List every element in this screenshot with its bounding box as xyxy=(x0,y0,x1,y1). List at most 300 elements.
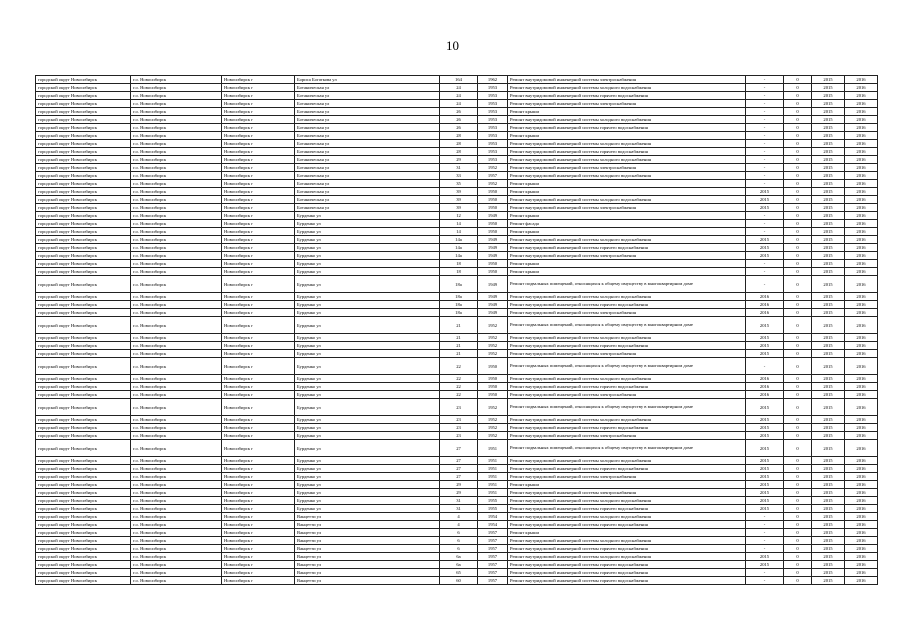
table-row xyxy=(36,399,878,416)
period-end-cell: 2016 xyxy=(845,76,878,84)
work-type-cell: Ремонт внутридомовой инженерной системы холодного водоснабжения xyxy=(508,172,746,180)
period-start-cell: 2015 xyxy=(812,537,845,545)
house-number-cell: 6а xyxy=(440,553,478,561)
plan-year-cell: - xyxy=(746,132,784,140)
plan-year-cell: 2015 xyxy=(746,244,784,252)
locality-cell: Новосибирск г xyxy=(222,140,295,148)
period-start-cell: 2015 xyxy=(812,342,845,350)
locality-cell: Новосибирск г xyxy=(222,148,295,156)
period-start-cell: 2015 xyxy=(812,424,845,432)
settlement-cell: г.о. Новосибирск xyxy=(131,440,222,457)
street-cell: Бурденко ул xyxy=(295,383,440,391)
work-type-cell: Ремонт крыши xyxy=(508,132,746,140)
work-type-cell: Ремонт внутридомовой инженерной системы горячего водоснабжения xyxy=(508,561,746,569)
plan-year-cell: - xyxy=(746,276,784,293)
code-cell: 0 xyxy=(784,440,812,457)
plan-year-cell: 2015 xyxy=(746,350,784,358)
build-year-cell: 1952 xyxy=(478,424,508,432)
work-type-cell: Ремонт внутридомовой инженерной системы электроснабжения xyxy=(508,100,746,108)
house-number-cell: 6 xyxy=(440,537,478,545)
table-row xyxy=(36,140,878,148)
build-year-cell: 1953 xyxy=(478,92,508,100)
period-start-cell: 2015 xyxy=(812,140,845,148)
plan-year-cell: 2015 xyxy=(746,489,784,497)
house-number-cell: 60 xyxy=(440,577,478,585)
work-type-cell: Ремонт внутридомовой инженерной системы электроснабжения xyxy=(508,252,746,260)
period-end-cell: 2016 xyxy=(845,489,878,497)
period-start-cell: 2015 xyxy=(812,309,845,317)
table-row xyxy=(36,342,878,350)
plan-year-cell: - xyxy=(746,180,784,188)
house-number-cell: 23 xyxy=(440,432,478,440)
locality-cell: Новосибирск г xyxy=(222,553,295,561)
settlement-cell: г.о. Новосибирск xyxy=(131,188,222,196)
plan-year-cell: - xyxy=(746,358,784,375)
house-number-cell: 27 xyxy=(440,473,478,481)
table-row xyxy=(36,116,878,124)
plan-year-cell: 2015 xyxy=(746,204,784,212)
settlement-cell: г.о. Новосибирск xyxy=(131,84,222,92)
code-cell: 0 xyxy=(784,309,812,317)
street-cell: Ботаническая ул xyxy=(295,140,440,148)
work-type-cell: Ремонт подвальных помещений, относящихся к общему имуществу в многоквартирном доме xyxy=(508,399,746,416)
table-row xyxy=(36,108,878,116)
code-cell: 0 xyxy=(784,489,812,497)
build-year-cell: 1950 xyxy=(478,228,508,236)
code-cell: 0 xyxy=(784,399,812,416)
street-cell: Бурденко ул xyxy=(295,301,440,309)
table-row xyxy=(36,301,878,309)
plan-year-cell: 2015 xyxy=(746,505,784,513)
build-year-cell: 1952 xyxy=(478,317,508,334)
period-start-cell: 2015 xyxy=(812,180,845,188)
work-type-cell: Ремонт внутридомовой инженерной системы электроснабжения xyxy=(508,432,746,440)
settlement-cell: г.о. Новосибирск xyxy=(131,416,222,424)
plan-year-cell: 2015 xyxy=(746,416,784,424)
code-cell: 0 xyxy=(784,228,812,236)
settlement-cell: г.о. Новосибирск xyxy=(131,244,222,252)
table-row xyxy=(36,276,878,293)
code-cell: 0 xyxy=(784,561,812,569)
house-number-cell: 24 xyxy=(440,100,478,108)
plan-year-cell: - xyxy=(746,108,784,116)
plan-year-cell: 2015 xyxy=(746,424,784,432)
build-year-cell: 1950 xyxy=(478,268,508,276)
work-type-cell: Ремонт внутридомовой инженерной системы горячего водоснабжения xyxy=(508,124,746,132)
district-cell: городской округ Новосибирск xyxy=(36,276,131,293)
locality-cell: Новосибирск г xyxy=(222,537,295,545)
locality-cell: Новосибирск г xyxy=(222,334,295,342)
table-row xyxy=(36,537,878,545)
house-number-cell: 14а xyxy=(440,252,478,260)
settlement-cell: г.о. Новосибирск xyxy=(131,497,222,505)
house-number-cell: 65 xyxy=(440,569,478,577)
settlement-cell: г.о. Новосибирск xyxy=(131,424,222,432)
district-cell: городской округ Новосибирск xyxy=(36,513,131,521)
street-cell: Бурденко ул xyxy=(295,416,440,424)
period-start-cell: 2015 xyxy=(812,156,845,164)
plan-year-cell: - xyxy=(746,537,784,545)
locality-cell: Новосибирск г xyxy=(222,268,295,276)
locality-cell: Новосибирск г xyxy=(222,180,295,188)
period-end-cell: 2016 xyxy=(845,140,878,148)
work-type-cell: Ремонт крыши xyxy=(508,188,746,196)
build-year-cell: 1953 xyxy=(478,84,508,92)
table-row xyxy=(36,334,878,342)
work-type-cell: Ремонт внутридомовой инженерной системы горячего водоснабжения xyxy=(508,244,746,252)
locality-cell: Новосибирск г xyxy=(222,513,295,521)
district-cell: городской округ Новосибирск xyxy=(36,481,131,489)
plan-year-cell: - xyxy=(746,577,784,585)
work-type-cell: Ремонт внутридомовой инженерной системы горячего водоснабжения xyxy=(508,383,746,391)
locality-cell: Новосибирск г xyxy=(222,569,295,577)
build-year-cell: 1957 xyxy=(478,577,508,585)
plan-year-cell: 2015 xyxy=(746,465,784,473)
code-cell: 0 xyxy=(784,317,812,334)
settlement-cell: г.о. Новосибирск xyxy=(131,505,222,513)
code-cell: 0 xyxy=(784,416,812,424)
plan-year-cell: 2016 xyxy=(746,301,784,309)
plan-year-cell: - xyxy=(746,100,784,108)
period-start-cell: 2015 xyxy=(812,497,845,505)
locality-cell: Новосибирск г xyxy=(222,212,295,220)
plan-year-cell: 2015 xyxy=(746,553,784,561)
district-cell: городской округ Новосибирск xyxy=(36,196,131,204)
settlement-cell: г.о. Новосибирск xyxy=(131,473,222,481)
table-row xyxy=(36,391,878,399)
settlement-cell: г.о. Новосибирск xyxy=(131,268,222,276)
code-cell: 0 xyxy=(784,252,812,260)
work-type-cell: Ремонт внутридомовой инженерной системы холодного водоснабжения xyxy=(508,140,746,148)
table-row xyxy=(36,188,878,196)
work-type-cell: Ремонт подвальных помещений, относящихся к общему имуществу в многоквартирном доме xyxy=(508,317,746,334)
street-cell: Бурденко ул xyxy=(295,342,440,350)
work-type-cell: Ремонт внутридомовой инженерной системы электроснабжения xyxy=(508,164,746,172)
period-end-cell: 2016 xyxy=(845,204,878,212)
house-number-cell: 18а xyxy=(440,301,478,309)
period-end-cell: 2016 xyxy=(845,391,878,399)
period-end-cell: 2016 xyxy=(845,465,878,473)
period-end-cell: 2016 xyxy=(845,521,878,529)
table-row xyxy=(36,424,878,432)
work-type-cell: Ремонт внутридомовой инженерной системы холодного водоснабжения xyxy=(508,457,746,465)
locality-cell: Новосибирск г xyxy=(222,204,295,212)
build-year-cell: 1949 xyxy=(478,252,508,260)
settlement-cell: г.о. Новосибирск xyxy=(131,228,222,236)
table-row xyxy=(36,577,878,585)
period-end-cell: 2016 xyxy=(845,293,878,301)
plan-year-cell: 2015 xyxy=(746,196,784,204)
period-end-cell: 2016 xyxy=(845,132,878,140)
build-year-cell: 1957 xyxy=(478,561,508,569)
period-start-cell: 2015 xyxy=(812,391,845,399)
table-row xyxy=(36,481,878,489)
district-cell: городской округ Новосибирск xyxy=(36,358,131,375)
plan-year-cell: 2015 xyxy=(746,457,784,465)
table-row xyxy=(36,521,878,529)
district-cell: городской округ Новосибирск xyxy=(36,132,131,140)
plan-year-cell: - xyxy=(746,569,784,577)
settlement-cell: г.о. Новосибирск xyxy=(131,529,222,537)
repair-schedule-table xyxy=(35,75,878,585)
table-row xyxy=(36,569,878,577)
table-row xyxy=(36,220,878,228)
plan-year-cell: 2016 xyxy=(746,309,784,317)
build-year-cell: 1952 xyxy=(478,416,508,424)
house-number-cell: 26 xyxy=(440,116,478,124)
locality-cell: Новосибирск г xyxy=(222,188,295,196)
period-start-cell: 2015 xyxy=(812,204,845,212)
street-cell: Бурденко ул xyxy=(295,432,440,440)
period-end-cell: 2016 xyxy=(845,156,878,164)
house-number-cell: 22 xyxy=(440,375,478,383)
code-cell: 0 xyxy=(784,293,812,301)
period-end-cell: 2016 xyxy=(845,358,878,375)
work-type-cell: Ремонт внутридомовой инженерной системы горячего водоснабжения xyxy=(508,505,746,513)
table-row xyxy=(36,132,878,140)
period-end-cell: 2016 xyxy=(845,342,878,350)
district-cell: городской округ Новосибирск xyxy=(36,342,131,350)
district-cell: городской округ Новосибирск xyxy=(36,148,131,156)
locality-cell: Новосибирск г xyxy=(222,342,295,350)
house-number-cell: 26 xyxy=(440,108,478,116)
code-cell: 0 xyxy=(784,529,812,537)
district-cell: городской округ Новосибирск xyxy=(36,301,131,309)
district-cell: городской округ Новосибирск xyxy=(36,569,131,577)
district-cell: городской округ Новосибирск xyxy=(36,497,131,505)
build-year-cell: 1951 xyxy=(478,473,508,481)
period-end-cell: 2016 xyxy=(845,317,878,334)
period-start-cell: 2015 xyxy=(812,457,845,465)
settlement-cell: г.о. Новосибирск xyxy=(131,220,222,228)
settlement-cell: г.о. Новосибирск xyxy=(131,481,222,489)
settlement-cell: г.о. Новосибирск xyxy=(131,116,222,124)
settlement-cell: г.о. Новосибирск xyxy=(131,276,222,293)
locality-cell: Новосибирск г xyxy=(222,172,295,180)
build-year-cell: 1951 xyxy=(478,489,508,497)
work-type-cell: Ремонт внутридомовой инженерной системы горячего водоснабжения xyxy=(508,92,746,100)
table-row xyxy=(36,92,878,100)
code-cell: 0 xyxy=(784,180,812,188)
code-cell: 0 xyxy=(784,196,812,204)
settlement-cell: г.о. Новосибирск xyxy=(131,537,222,545)
locality-cell: Новосибирск г xyxy=(222,92,295,100)
settlement-cell: г.о. Новосибирск xyxy=(131,569,222,577)
plan-year-cell: - xyxy=(746,529,784,537)
street-cell: Бурденко ул xyxy=(295,497,440,505)
locality-cell: Новосибирск г xyxy=(222,424,295,432)
work-type-cell: Ремонт внутридомовой инженерной системы горячего водоснабжения xyxy=(508,424,746,432)
period-start-cell: 2015 xyxy=(812,350,845,358)
period-end-cell: 2016 xyxy=(845,416,878,424)
street-cell: Бурденко ул xyxy=(295,293,440,301)
locality-cell: Новосибирск г xyxy=(222,399,295,416)
code-cell: 0 xyxy=(784,497,812,505)
build-year-cell: 1952 xyxy=(478,432,508,440)
work-type-cell: Ремонт внутридомовой инженерной системы горячего водоснабжения xyxy=(508,148,746,156)
build-year-cell: 1952 xyxy=(478,350,508,358)
code-cell: 0 xyxy=(784,569,812,577)
locality-cell: Новосибирск г xyxy=(222,432,295,440)
period-start-cell: 2015 xyxy=(812,317,845,334)
build-year-cell: 1949 xyxy=(478,212,508,220)
house-number-cell: 24 xyxy=(440,84,478,92)
table-row xyxy=(36,76,878,84)
code-cell: 0 xyxy=(784,116,812,124)
street-cell: Бурденко ул xyxy=(295,309,440,317)
locality-cell: Новосибирск г xyxy=(222,100,295,108)
house-number-cell: 31 xyxy=(440,505,478,513)
street-cell: Бурденко ул xyxy=(295,252,440,260)
code-cell: 0 xyxy=(784,148,812,156)
locality-cell: Новосибирск г xyxy=(222,465,295,473)
period-end-cell: 2016 xyxy=(845,529,878,537)
street-cell: Ботаническая ул xyxy=(295,92,440,100)
period-start-cell: 2015 xyxy=(812,244,845,252)
locality-cell: Новосибирск г xyxy=(222,317,295,334)
period-end-cell: 2016 xyxy=(845,399,878,416)
district-cell: городской округ Новосибирск xyxy=(36,92,131,100)
plan-year-cell: 2015 xyxy=(746,497,784,505)
locality-cell: Новосибирск г xyxy=(222,124,295,132)
table-row xyxy=(36,124,878,132)
plan-year-cell: - xyxy=(746,228,784,236)
house-number-cell: 14 xyxy=(440,220,478,228)
street-cell: Ботаническая ул xyxy=(295,164,440,172)
period-start-cell: 2015 xyxy=(812,164,845,172)
period-end-cell: 2016 xyxy=(845,268,878,276)
district-cell: городской округ Новосибирск xyxy=(36,545,131,553)
period-start-cell: 2015 xyxy=(812,529,845,537)
district-cell: городской округ Новосибирск xyxy=(36,268,131,276)
house-number-cell: 18а xyxy=(440,276,478,293)
district-cell: городской округ Новосибирск xyxy=(36,391,131,399)
plan-year-cell: - xyxy=(746,84,784,92)
settlement-cell: г.о. Новосибирск xyxy=(131,375,222,383)
period-end-cell: 2016 xyxy=(845,350,878,358)
plan-year-cell: 2015 xyxy=(746,334,784,342)
street-cell: Бурденко ул xyxy=(295,268,440,276)
locality-cell: Новосибирск г xyxy=(222,457,295,465)
table-row xyxy=(36,317,878,334)
period-end-cell: 2016 xyxy=(845,212,878,220)
street-cell: Бурденко ул xyxy=(295,489,440,497)
locality-cell: Новосибирск г xyxy=(222,228,295,236)
settlement-cell: г.о. Новосибирск xyxy=(131,100,222,108)
period-start-cell: 2015 xyxy=(812,252,845,260)
period-start-cell: 2015 xyxy=(812,148,845,156)
period-start-cell: 2015 xyxy=(812,383,845,391)
code-cell: 0 xyxy=(784,220,812,228)
locality-cell: Новосибирск г xyxy=(222,196,295,204)
work-type-cell: Ремонт подвальных помещений, относящихся к общему имуществу в многоквартирном доме xyxy=(508,440,746,457)
district-cell: городской округ Новосибирск xyxy=(36,100,131,108)
period-end-cell: 2016 xyxy=(845,301,878,309)
period-start-cell: 2015 xyxy=(812,124,845,132)
period-end-cell: 2016 xyxy=(845,188,878,196)
work-type-cell: Ремонт внутридомовой инженерной системы горячего водоснабжения xyxy=(508,569,746,577)
settlement-cell: г.о. Новосибирск xyxy=(131,204,222,212)
period-end-cell: 2016 xyxy=(845,252,878,260)
settlement-cell: г.о. Новосибирск xyxy=(131,334,222,342)
house-number-cell: 4 xyxy=(440,521,478,529)
house-number-cell: 18а xyxy=(440,309,478,317)
locality-cell: Новосибирск г xyxy=(222,561,295,569)
plan-year-cell: 2015 xyxy=(746,473,784,481)
plan-year-cell: 2015 xyxy=(746,399,784,416)
locality-cell: Новосибирск г xyxy=(222,577,295,585)
locality-cell: Новосибирск г xyxy=(222,416,295,424)
street-cell: Бурденко ул xyxy=(295,212,440,220)
table-row xyxy=(36,293,878,301)
period-end-cell: 2016 xyxy=(845,553,878,561)
table-row xyxy=(36,236,878,244)
build-year-cell: 1953 xyxy=(478,108,508,116)
locality-cell: Новосибирск г xyxy=(222,497,295,505)
period-end-cell: 2016 xyxy=(845,309,878,317)
build-year-cell: 1949 xyxy=(478,244,508,252)
code-cell: 0 xyxy=(784,92,812,100)
build-year-cell: 1955 xyxy=(478,505,508,513)
period-end-cell: 2016 xyxy=(845,497,878,505)
build-year-cell: 1957 xyxy=(478,172,508,180)
settlement-cell: г.о. Новосибирск xyxy=(131,92,222,100)
code-cell: 0 xyxy=(784,383,812,391)
locality-cell: Новосибирск г xyxy=(222,440,295,457)
code-cell: 0 xyxy=(784,465,812,473)
locality-cell: Новосибирск г xyxy=(222,358,295,375)
house-number-cell: 18а xyxy=(440,293,478,301)
house-number-cell: 33 xyxy=(440,172,478,180)
street-cell: Ботаническая ул xyxy=(295,156,440,164)
street-cell: Ванцетти ул xyxy=(295,569,440,577)
settlement-cell: г.о. Новосибирск xyxy=(131,521,222,529)
table-row xyxy=(36,244,878,252)
table-row xyxy=(36,309,878,317)
build-year-cell: 1954 xyxy=(478,513,508,521)
street-cell: Бурденко ул xyxy=(295,391,440,399)
district-cell: городской округ Новосибирск xyxy=(36,529,131,537)
locality-cell: Новосибирск г xyxy=(222,505,295,513)
district-cell: городской округ Новосибирск xyxy=(36,260,131,268)
period-start-cell: 2015 xyxy=(812,260,845,268)
code-cell: 0 xyxy=(784,164,812,172)
period-end-cell: 2016 xyxy=(845,561,878,569)
table-row xyxy=(36,350,878,358)
period-end-cell: 2016 xyxy=(845,440,878,457)
house-number-cell: 21 xyxy=(440,317,478,334)
build-year-cell: 1955 xyxy=(478,497,508,505)
period-end-cell: 2016 xyxy=(845,334,878,342)
code-cell: 0 xyxy=(784,76,812,84)
locality-cell: Новосибирск г xyxy=(222,521,295,529)
plan-year-cell: - xyxy=(746,545,784,553)
period-end-cell: 2016 xyxy=(845,244,878,252)
code-cell: 0 xyxy=(784,268,812,276)
code-cell: 0 xyxy=(784,457,812,465)
work-type-cell: Ремонт внутридомовой инженерной системы холодного водоснабжения xyxy=(508,236,746,244)
table-row xyxy=(36,375,878,383)
house-number-cell: 23 xyxy=(440,416,478,424)
code-cell: 0 xyxy=(784,260,812,268)
code-cell: 0 xyxy=(784,342,812,350)
street-cell: Ботаническая ул xyxy=(295,172,440,180)
work-type-cell: Ремонт внутридомовой инженерной системы электроснабжения xyxy=(508,76,746,84)
work-type-cell: Ремонт внутридомовой инженерной системы холодного водоснабжения xyxy=(508,513,746,521)
locality-cell: Новосибирск г xyxy=(222,164,295,172)
plan-year-cell: - xyxy=(746,513,784,521)
street-cell: Ботаническая ул xyxy=(295,180,440,188)
